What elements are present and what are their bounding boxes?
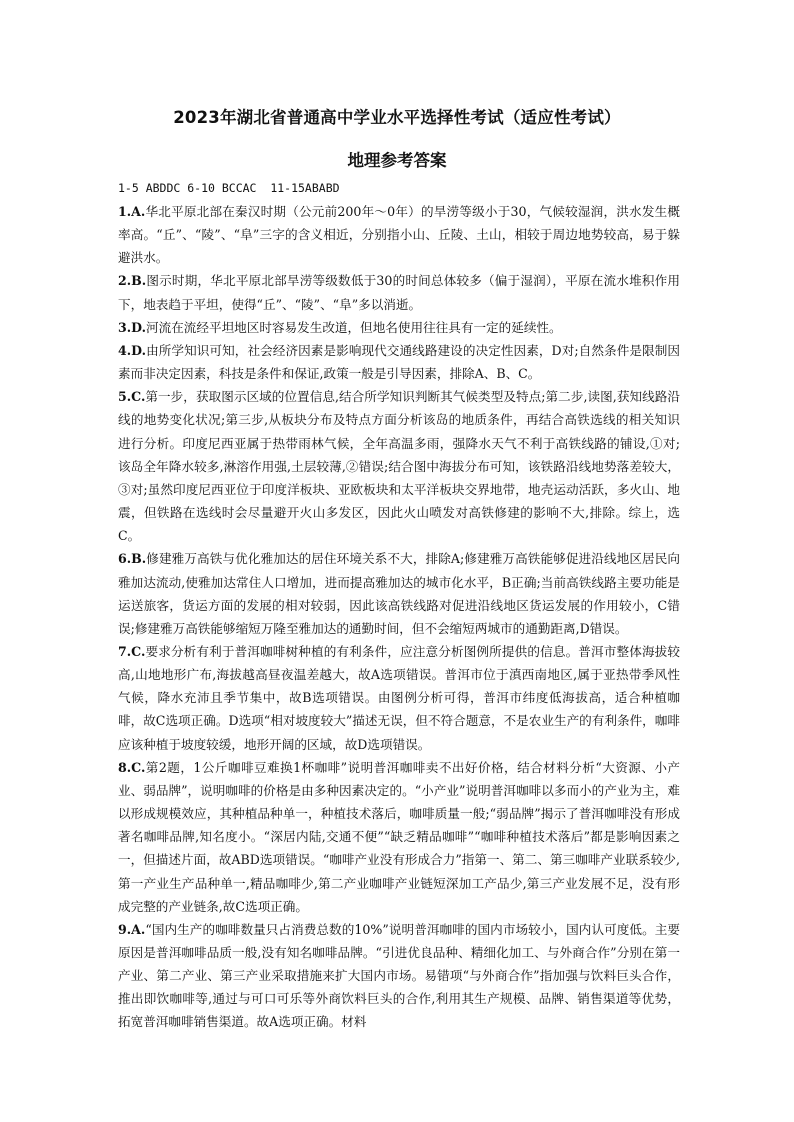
item-number: 3.D. (118, 319, 147, 335)
answer-item-7 (118, 640, 680, 756)
answer-item-2 (118, 269, 680, 315)
item-text: 要求分析有利于普洱咖啡树种植的有利条件，应注意分析图例所提供的信息。普洱市整体海拔较高,山地地形广布,海拔越高昼夜温差越大，故A选项错误。普洱市位于滇西南地区,属于亚热带季风性气候，降水充沛且季节集中，故B选项错误。由图例分析可得，普洱市纬度低海拔高，适合种植咖啡，故C选项正确。D选项“相对坡度较大”描述无误，但不符合题意，不是农业生产的有利条件，咖啡应该种植于坡度较缓，地形开阔的区域，故D选项错误。 (118, 643, 680, 752)
answer-item-6 (118, 547, 680, 640)
answer-item-1 (118, 200, 680, 269)
item-number: 5.C. (118, 389, 146, 405)
answer-item-3 (118, 316, 680, 339)
answer-key: 1-5 ABDDC 6-10 BCCAC 11-15ABABD (118, 181, 340, 195)
item-text: 华北平原北部在秦汉时期（公元前200年～0年）的旱涝等级小于30，气候较湿润，洪水发生概率高。“丘”、“陵”、“阜”三字的含义相近，分别指小山、丘陵、土山，相较于周边地势较高，易于躲避洪水。 (118, 204, 680, 266)
item-number: 4.D. (118, 342, 147, 358)
item-text: 第一步，获取图示区域的位置信息,结合所学知识判断其气候类型及特点;第二步,读图,获知线路沿线的地势变化状况;第三步,从板块分布及特点方面分析该岛的地质条件，再结合高铁选线的相关知识进行分析。印度尼西亚属于热带雨林气候，全年高温多雨，强降水天气不利于高铁线路的铺设,①对;该岛全年降水较多,淋溶作用强,土层较薄,②错误;结合图中海拔分布可知，该铁路沿线地势落差较大，③对;虽然印度尼西亚位于印度洋板块、亚欧板块和太平洋板块交界地带，地壳运动活跃，多火山、地震，但铁路在选线时会尽量避开火山多发区，因此火山喷发对高铁修建的影响不大,排除。综上，选C。 (118, 389, 680, 544)
page-subtitle: 地理参考答案 (347, 151, 447, 170)
item-text: 河流在流经平坦地区时容易发生改道，但地名使用往往具有一定的延续性。 (146, 319, 562, 335)
answer-explanations (118, 200, 680, 1034)
item-number: 7.C. (118, 643, 146, 659)
item-number: 1.A. (118, 204, 146, 219)
answer-item-5 (118, 385, 680, 547)
item-number: 2.B. (118, 273, 147, 289)
item-text: 第2题，1公斤咖啡豆难换1杯咖啡”说明普洱咖啡卖不出好价格，结合材料分析“大资源、小产业、弱品牌”，说明咖啡的价格是由多种因素决定的。“小产业”说明普洱咖啡以多而小的产业为主，难以形成规模效应，其种植品种单一，种植技术落后，咖啡质量一般;“弱品牌”揭示了普洱咖啡没有形成著名咖啡品牌,知名度小。“深居内陆,交通不便”“缺乏精品咖啡”“咖啡种植技术落后”都是影响因素之一，但描述片面，故ABD选项错误。“咖啡产业没有形成合力”指第一、第二、第三咖啡产业联系较少,第一产业生产品种单一,精品咖啡少,第二产业咖啡产业链短深加工产品少,第三产业发展不足，没有形成完整的产业链条,故C选项正确。 (118, 759, 680, 914)
item-text: 图示时期，华北平原北部旱涝等级数低于30的时间总体较多（偏于湿润），平原在流水堆积作用下，地表趋于平坦，使得“丘”、“陵”、“阜”多以消逝。 (118, 273, 680, 312)
item-text: 由所学知识可知，社会经济因素是影响现代交通线路建设的决定性因素，D对;自然条件是限制因素而非决定因素，科技是条件和保证,政策一般是引导因素，排除A、B、C。 (118, 342, 680, 382)
item-text: 修建雅万高铁与优化雅加达的居住环境关系不大，排除A;修建雅万高铁能够促进沿线地区居民向雅加达流动,使雅加达常住人口增加，进而提高雅加达的城市化水平，B正确;当前高铁线路主要功能是运送旅客，货运方面的发展的相对较弱，因此该高铁线路对促进沿线地区货运发展的作用较小，C错误;修建雅万高铁能够缩短万隆至雅加达的通勤时间，但不会缩短两城市的通勤距离,D错误。 (118, 551, 680, 636)
answer-item-8 (118, 756, 680, 918)
item-number: 6.B. (118, 551, 147, 567)
item-text: “国内生产的咖啡数量只占消费总数的10%”说明普洱咖啡的国内市场较小，国内认可度低。主要原因是普洱咖啡品质一般,没有知名咖啡品牌。“引进优良品种、精细化加工、与外商合作”分别在第一产业、第二产业、第三产业采取措施来扩大国内市场。易错项“与外商合作”指加强与饮料巨头合作，推出即饮咖啡等,通过与可口可乐等外商饮料巨头的合作,利用其生产规模、品牌、销售渠道等优势，拓宽普洱咖啡销售渠道。故A选项正确。材料 (118, 921, 680, 1030)
item-number: 9.A. (118, 921, 146, 937)
answer-item-9 (118, 918, 680, 1034)
page-title: 2023年湖北省普通高中学业水平选择性考试（适应性考试） (173, 108, 621, 127)
answer-item-4 (118, 339, 680, 385)
item-number: 8.C. (118, 759, 146, 775)
